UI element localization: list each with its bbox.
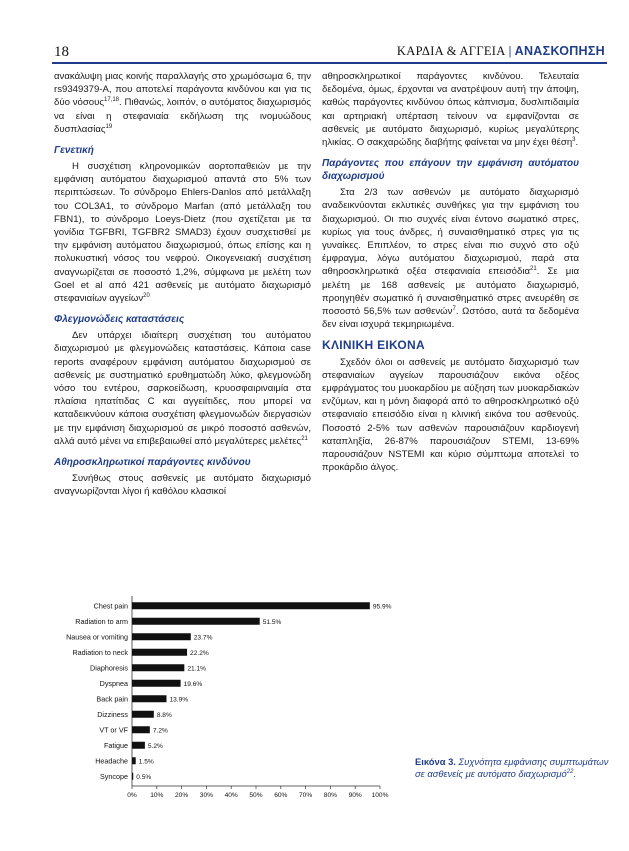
x-tick-label: 60%	[274, 792, 288, 799]
x-tick-label: 90%	[348, 792, 362, 799]
symptom-frequency-chart	[60, 592, 400, 802]
bar	[132, 711, 154, 718]
category-label: Syncope	[100, 771, 128, 781]
value-label: 19.6%	[183, 680, 203, 688]
bar	[132, 618, 260, 625]
bar	[132, 664, 184, 671]
bar	[132, 695, 166, 702]
header-separator: |	[508, 44, 512, 58]
category-label: Radiation to neck	[72, 647, 128, 657]
category-label: Diaphoresis	[90, 663, 128, 673]
value-label: 8.8%	[156, 711, 172, 719]
category-label: Back pain	[96, 694, 128, 704]
x-tick-label: 20%	[174, 792, 189, 799]
x-tick-label: 40%	[224, 792, 238, 799]
header-rule	[52, 62, 607, 64]
category-label: Nausea or vomiting	[66, 632, 128, 642]
x-tick-label: 100%	[371, 792, 389, 799]
value-label: 0.5%	[136, 773, 152, 781]
page-number: 18	[54, 44, 69, 60]
paragraph: Η συσχέτιση κληρονομικών αορτοπαθειών με την εμφάνιση αυτόματου διαχωρισμού απαντά στο 5% των περιπτώσεων. Το σύνδρομο Ehlers-Danlos από μετάλλαξη του COL3A1, το σύνδρομο Marfan (από μετάλλαξη του FBN1), το σύνδρομο Loeys-Dietz (που σχετίζεται με τα γονίδια TGFBRI, TGFBR2 SMAD3) έχουν συσχετισθεί με την εμφάνιση αυτόματου διαχωρισμού, όπως επίσης και η πολυκυστική νόσος του νεφρού. Οικογενειακή συσχέτιση αναγνωρίζεται σε ποσοστό 1,2%, σύμφωνα με μελέτη των Goel et al από 421 ασθενείς με αυτόματο διαχωρισμό στεφανιαίων αγγείων$^{20}$	[54, 161, 311, 305]
section-heading-triggers: Παράγοντες που επάγουν την εμφάνιση αυτόματου διαχωρισμού	[322, 158, 579, 183]
paragraph: Δεν υπάρχει ιδιαίτερη συσχέτιση του αυτόματου διαχωρισμού με φλεγμονώδεις καταστάσεις. Κάποια case reports αναφέρουν εμφάνιση αυτόματου διαχωρισμού σε ασθενείς με συστηματικό ερυθηματώδη λύκο, φλεγμονώδη νόσο του εντέρου, σαρκοείδωση, κρυοσφαιριναιμία στα πλαίσια ηπατίτιδας C και αγγειίτιδες, που μπορεί να καταδεικνύουν κάποια συσχέτιση φλεγμονωδών διεργασιών με την εμφάνιση διαχωρισμού σε μικρό ποσοστό ασθενών, αλλά αυτό μένει να επιβεβαιωθεί από μεγαλύτερες μελέτες$^{21}$	[54, 330, 311, 447]
value-label: 23.7%	[193, 634, 213, 642]
figure-caption: Εικόνα 3. Συχνότητα εμφάνισης συμπτωμάτων σε ασθενείς με αυτόματο διαχωρισμό$^{22}$.	[415, 756, 609, 779]
value-label: 21.1%	[187, 665, 207, 673]
bar	[132, 680, 181, 687]
category-label: Headache	[95, 756, 128, 766]
category-label: Dizziness	[97, 709, 128, 719]
value-label: 95.9%	[372, 603, 392, 611]
section-heading-risk-factors: Αθηροσκληρωτικοί παράγοντες κινδύνου	[54, 457, 251, 469]
value-label: 7.2%	[152, 727, 168, 735]
caption-label: Εικόνα 3.	[415, 756, 456, 767]
bar	[132, 773, 133, 780]
x-tick-label: 70%	[298, 792, 313, 799]
paragraph: Σχεδόν όλοι οι ασθενείς με αυτόματο διαχωρισμό των στεφανιαίων αγγείων παρουσιάζουν εικόνα οξέος εμφράγματος του μυοκαρδίου με αύξηση των μυοκαρδιακών ενζύμων, και η μόνη διαφορά από το αθηροσκληρωτικό οξύ στεφανιαίο επεισόδιο είναι η κλινική εικόνα του ασθενούς. Ποσοστό 2-5% των ασθενών παρουσιάζουν καρδιογενή καταπληξία, 26-87% παρουσιάζουν STEMI, 13-69% παρουσιάζουν NSTEMI και κύριο σύμπτωμα αποτελεί το προκάρδιο άλγος.	[322, 356, 579, 474]
value-label: 5.2%	[147, 742, 163, 750]
section-label: ΑΝΑΣΚΟΠΗΣΗ	[514, 44, 605, 58]
paragraph: ανακάλυψη μιας κοινής παραλλαγής στο χρωμόσωμα 6, την rs9349379-A, που αποτελεί παράγοντα κινδύνου και για τις δύο νόσους$^{17,18}$. Πιθανώς, λοιπόν, ο αυτόματος διαχωρισμός να είναι η στεφανιαία εκδήλωση της ινομυώδους δυσπλασίας$^{19}$	[54, 71, 311, 135]
x-tick-label: 30%	[199, 792, 214, 799]
x-tick-label: 0%	[127, 792, 137, 799]
x-tick-label: 10%	[150, 792, 164, 799]
category-label: Dyspnea	[99, 678, 128, 688]
paragraph: Συνήθως στους ασθενείς με αυτόματο διαχωρισμό αναγνωρίζονται λίγοι ή καθόλου κλασικοί	[54, 473, 311, 498]
bar	[132, 602, 370, 609]
value-label: 13.9%	[169, 696, 189, 704]
running-header	[397, 44, 605, 59]
bar	[132, 649, 187, 656]
journal-title: ΚΑΡΔΙΑ & ΑΓΓΕΙΑ	[396, 44, 506, 58]
x-tick-label: 80%	[323, 792, 338, 799]
category-label: Fatigue	[104, 740, 128, 750]
paragraph: Στα 2/3 των ασθενών με αυτόματο διαχωρισμό αναδεικνύονται εκλυτικές συνθήκες για την εμφάνιση του διαχωρισμού. Οι πιο συχνές είναι έντονο σωματικό στρες, κυρίως για τους άνδρες, ή συναισθηματικό στρες για τις γυναίκες. Επιπλέον, το στρες είναι πιο συχνό στο οξύ έμφραγμα, λόγω αυτόματου διαχωρισμού, παρά στα αθηροσκληρωτικά οξέα στεφανιαία επεισόδια$^{21}$. Σε μια μελέτη με 168 ασθενείς με αυτόματο διαχωρισμό, προηγηθέν σωματικό ή συναισθηματικό στρες ανευρέθη σε ποσοστό 56,5% των ασθενών$^7$. Ωστόσο, αυτά τα δεδομένα δεν είναι ισχυρά τεκμηριωμένα.	[322, 187, 579, 331]
x-tick-label: 50%	[249, 792, 263, 799]
bar	[132, 742, 145, 749]
section-heading-clinical: ΚΛΙΝΙΚΗ ΕΙΚΟΝΑ	[322, 338, 425, 353]
paragraph: αθηροσκληρωτικοί παράγοντες κινδύνου. Τελευταία δεδομένα, όμως, έρχονται να ανατρέψουν αυτή την άποψη, καθώς παράγοντες κινδύνου όπως κάπνισμα, δυσλιπιδαιμία και αρτηριακή υπέρταση τείνουν να εμφανίζονται σε ασθενείς με αυτόματο διαχωρισμό, κυρίως μεγαλύτερης ηλικίας. Ο σακχαρώδης διαβήτης φαίνεται να μην έχει θέση$^3$.	[322, 71, 579, 149]
chart-svg	[60, 592, 400, 802]
right-column	[322, 70, 579, 474]
section-heading-inflammatory: Φλεγμονώδεις καταστάσεις	[54, 314, 185, 326]
category-label: Chest pain	[93, 601, 128, 611]
bar	[132, 726, 150, 733]
value-label: 1.5%	[138, 758, 154, 766]
bar	[132, 757, 136, 764]
value-label: 22.2%	[190, 649, 209, 657]
left-column	[54, 70, 311, 498]
value-label: 51.5%	[262, 618, 282, 626]
category-label: Radiation to arm	[75, 616, 128, 626]
bar	[132, 633, 191, 640]
section-heading-genetics: Γενετική	[54, 145, 94, 157]
category-label: VT or VF	[99, 725, 128, 735]
